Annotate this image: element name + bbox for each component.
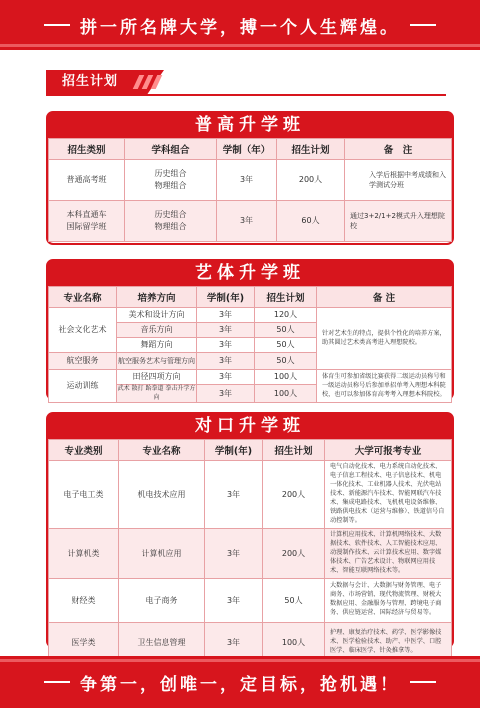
plan-cell: 60人 — [277, 201, 345, 242]
note-cell: 入学后根据中考成绩和入学测试分班 — [345, 160, 452, 201]
table-row — [49, 160, 452, 201]
table-header-row — [49, 139, 452, 160]
table-duikou — [48, 439, 452, 664]
category-cell: 医学类 — [49, 622, 119, 663]
card-duikou-title: 对口升学班 — [195, 416, 305, 436]
subjects-cell: 历史组合 物理组合 — [125, 160, 217, 201]
col-header: 学制(年) — [205, 440, 263, 461]
section-title-area — [46, 70, 446, 96]
col-header: 专业名称 — [119, 440, 205, 461]
plan-cell: 100人 — [263, 622, 325, 663]
direction-cell: 航空服务艺术与管理方向 — [117, 353, 197, 370]
category-cell: 电子电工类 — [49, 461, 119, 529]
slogan-line-left — [44, 681, 70, 683]
majors-cell: 护理、康复治疗技术、药学、医学影像技术、医学检验技术、助产、中医学、口腔医学、临床医学、针灸推拿等。 — [325, 622, 452, 663]
major-cell: 卫生信息管理 — [119, 622, 205, 663]
table-row — [49, 461, 452, 529]
table-header-row — [49, 440, 452, 461]
direction-cell: 舞蹈方向 — [117, 338, 197, 353]
table-row — [49, 528, 452, 578]
card-duikou-header — [48, 414, 452, 439]
section-title: 招生计划 — [61, 74, 118, 89]
years-cell: 3年 — [205, 578, 263, 622]
col-header: 培养方向 — [117, 287, 197, 308]
col-header: 招生类别 — [49, 139, 125, 160]
years-cell: 3年 — [197, 308, 255, 323]
top-banner — [0, 0, 480, 50]
category-cell: 普通高考班 — [49, 160, 125, 201]
table-pugao — [48, 138, 452, 242]
col-header: 专业名称 — [49, 287, 117, 308]
direction-cell: 武术 散打 跆拳道 拳击升学方向 — [117, 385, 197, 403]
plan-cell: 50人 — [263, 578, 325, 622]
plan-cell: 50人 — [255, 353, 317, 370]
col-header: 备 注 — [345, 139, 452, 160]
years-cell: 3年 — [197, 323, 255, 338]
years-cell: 3年 — [205, 528, 263, 578]
years-cell: 3年 — [197, 338, 255, 353]
years-cell: 3年 — [217, 160, 277, 201]
majors-cell: 大数据与会计、大数据与财务管理、电子商务、市场营销、现代物流管理、财税大数据应用、金融服务与管理、跨境电子商务、供应链运营、国际经济与贸易等。 — [325, 578, 452, 622]
plan-cell: 200人 — [263, 461, 325, 529]
col-header: 大学可报考专业 — [325, 440, 452, 461]
col-header: 学科组合 — [125, 139, 217, 160]
plan-cell: 120人 — [255, 308, 317, 323]
card-yiti-header — [48, 261, 452, 286]
col-header: 备 注 — [317, 287, 452, 308]
major-cell: 运动训练 — [49, 370, 117, 403]
category-cell: 本科直通车 国际留学班 — [49, 201, 125, 242]
years-cell: 3年 — [197, 353, 255, 370]
card-yiti — [46, 259, 454, 400]
slogan-line-left — [44, 24, 70, 26]
years-cell: 3年 — [205, 461, 263, 529]
plan-cell: 50人 — [255, 338, 317, 353]
card-pugao — [46, 111, 454, 245]
subjects-cell: 历史组合 物理组合 — [125, 201, 217, 242]
direction-cell: 田径四项方向 — [117, 370, 197, 385]
table-row — [49, 578, 452, 622]
major-cell: 社会文化艺术 — [49, 308, 117, 353]
note-cell: 体育生可参加省级比赛获得二级运动员称号和一级运动员称号后参加单招单考入理想本科院校，也可以参加体育高考考入理想本科院校。 — [317, 370, 452, 403]
section-title-stripes — [136, 75, 159, 89]
years-cell: 3年 — [197, 385, 255, 403]
category-cell: 计算机类 — [49, 528, 119, 578]
major-cell: 航空服务 — [49, 353, 117, 370]
table-row — [49, 370, 452, 385]
bottom-slogan — [0, 656, 480, 708]
years-cell: 3年 — [205, 622, 263, 663]
plan-cell: 100人 — [255, 370, 317, 385]
col-header: 招生计划 — [277, 139, 345, 160]
slogan-line-right — [410, 681, 436, 683]
section-title-rule — [46, 94, 446, 96]
col-header: 学制(年) — [197, 287, 255, 308]
major-cell: 机电技术应用 — [119, 461, 205, 529]
majors-cell: 电气自动化技术、电力系统自动化技术、电子信息工程技术、电子信息技术、机电一体化技术、工业机器人技术、光伏电站技术、新能源汽车技术、智能网联汽车技术、集成电路技术、飞机机电设备维修、铁路供电技术（运营与维修）、铁道信号自动控制等。 — [325, 461, 452, 529]
years-cell: 3年 — [197, 370, 255, 385]
plan-cell: 200人 — [277, 160, 345, 201]
col-header: 学制（年） — [217, 139, 277, 160]
table-yiti — [48, 286, 452, 403]
plan-cell: 50人 — [255, 323, 317, 338]
table-row — [49, 201, 452, 242]
major-cell: 计算机应用 — [119, 528, 205, 578]
top-slogan — [0, 0, 480, 50]
direction-cell: 美术和设计方向 — [117, 308, 197, 323]
col-header: 招生计划 — [255, 287, 317, 308]
plan-cell: 100人 — [255, 385, 317, 403]
top-slogan-text: 拼一所名牌大学，搏一个人生辉煌。 — [80, 17, 400, 38]
note-cell: 通过3+2/1+2模式升入理想院校 — [345, 201, 452, 242]
bottom-banner — [0, 656, 480, 708]
col-header: 招生计划 — [263, 440, 325, 461]
slogan-line-right — [410, 24, 436, 26]
card-pugao-title: 普高升学班 — [195, 115, 305, 135]
bottom-slogan-text: 争第一，创唯一，定目标，抢机遇！ — [80, 674, 400, 695]
table-header-row — [49, 287, 452, 308]
direction-cell: 音乐方向 — [117, 323, 197, 338]
major-cell: 电子商务 — [119, 578, 205, 622]
plan-cell: 200人 — [263, 528, 325, 578]
card-duikou — [46, 412, 454, 655]
majors-cell: 计算机应用技术、计算机网络技术、大数据技术、软件技术、人工智能技术应用、动漫制作技术、云计算技术应用、数字媒体技术、广告艺术设计、物联网应用技术、智能互联网络技术等。 — [325, 528, 452, 578]
category-cell: 财经类 — [49, 578, 119, 622]
table-row — [49, 308, 452, 323]
card-pugao-header — [48, 113, 452, 138]
note-cell: 针对艺术生的特点，提供个性化的培养方案，助其圆过艺术类高考进入理想院校。 — [317, 308, 452, 370]
col-header: 专业类别 — [49, 440, 119, 461]
card-yiti-title: 艺体升学班 — [195, 263, 305, 283]
years-cell: 3年 — [217, 201, 277, 242]
